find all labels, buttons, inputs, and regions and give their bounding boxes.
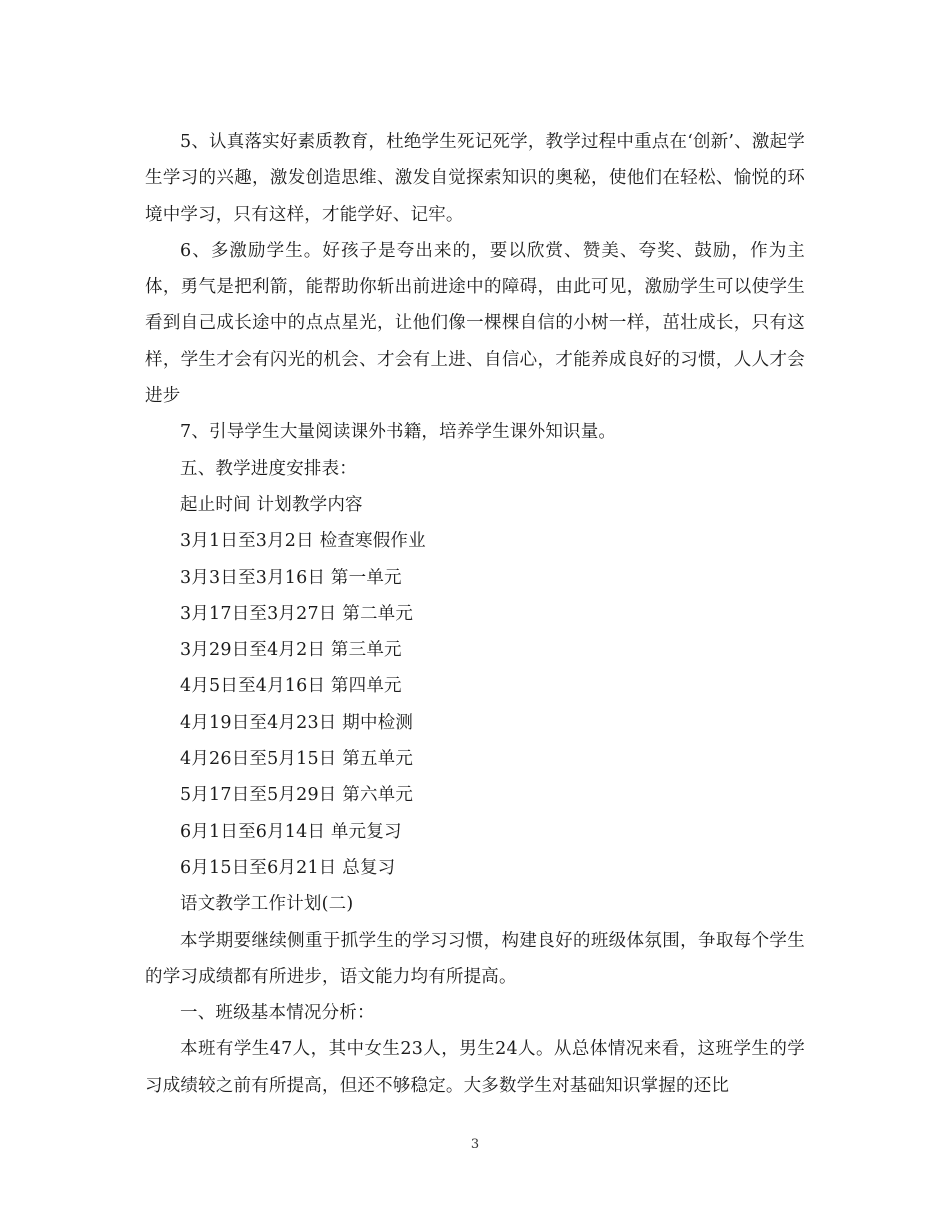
schedule-row: 3月29日至4月2日 第三单元 (180, 640, 402, 661)
section-heading-class-analysis: 一、班级基本情况分析： (180, 1003, 375, 1024)
plan-intro: 本学期要继续侧重于抓学生的学习习惯，构建良好的班级体氛围，争取每个学生的学习成绩都有所进步，语文能力均有所提高。 (145, 930, 805, 987)
schedule-row: 4月19日至4月23日 期中检测 (180, 712, 414, 733)
schedule-list (145, 523, 805, 886)
section-heading-schedule: 五、教学进度安排表： (180, 458, 357, 479)
plan-title: 语文教学工作计划(二) (180, 894, 354, 915)
schedule-row: 4月26日至5月15日 第五单元 (180, 749, 414, 770)
class-analysis-body: 本班有学生47人，其中女生23人，男生24人。从总体情况来看，这班学生的学习成绩较之前有所提高，但还不够稳定。大多数学生对基础知识掌握的还比 (145, 1039, 805, 1096)
paragraph-item-5: 5、认真落实好素质教育，杜绝学生死记死学，教学过程中重点在‘创新’、激起学生学习的兴趣，激发创造思维、激发自觉探索知识的奥秘，使他们在轻松、愉悦的环境中学习，只有这样，才能学好、记牢。 (145, 132, 805, 225)
schedule-row: 3月3日至3月16日 第一单元 (180, 567, 402, 588)
schedule-row: 5月17日至5月29日 第六单元 (180, 785, 414, 806)
schedule-row: 4月5日至4月16日 第四单元 (180, 676, 402, 697)
document-body (145, 124, 805, 1104)
schedule-row: 6月15日至6月21日 总复习 (180, 857, 396, 878)
schedule-header: 起止时间 计划教学内容 (180, 494, 363, 515)
schedule-row: 3月1日至3月2日 检查寒假作业 (180, 531, 426, 552)
paragraph-item-7: 7、引导学生大量阅读课外书籍，培养学生课外知识量。 (180, 422, 617, 443)
schedule-row: 6月1日至6月14日 单元复习 (180, 821, 402, 842)
schedule-row: 3月17日至3月27日 第二单元 (180, 603, 414, 624)
paragraph-item-6: 6、多激励学生。好孩子是夸出来的，要以欣赏、赞美、夸奖、鼓励，作为主体，勇气是把利箭，能帮助你斩出前进途中的障碍，由此可见，激励学生可以使学生看到自己成长途中的点点星光，让他们像一棵棵自信的小树一样，茁壮成长，只有这样，学生才会有闪光的机会、才会有上进、自信心，才能养成良好的习惯，人人才会进步 (145, 240, 805, 407)
page-number: 3 (470, 1137, 480, 1152)
